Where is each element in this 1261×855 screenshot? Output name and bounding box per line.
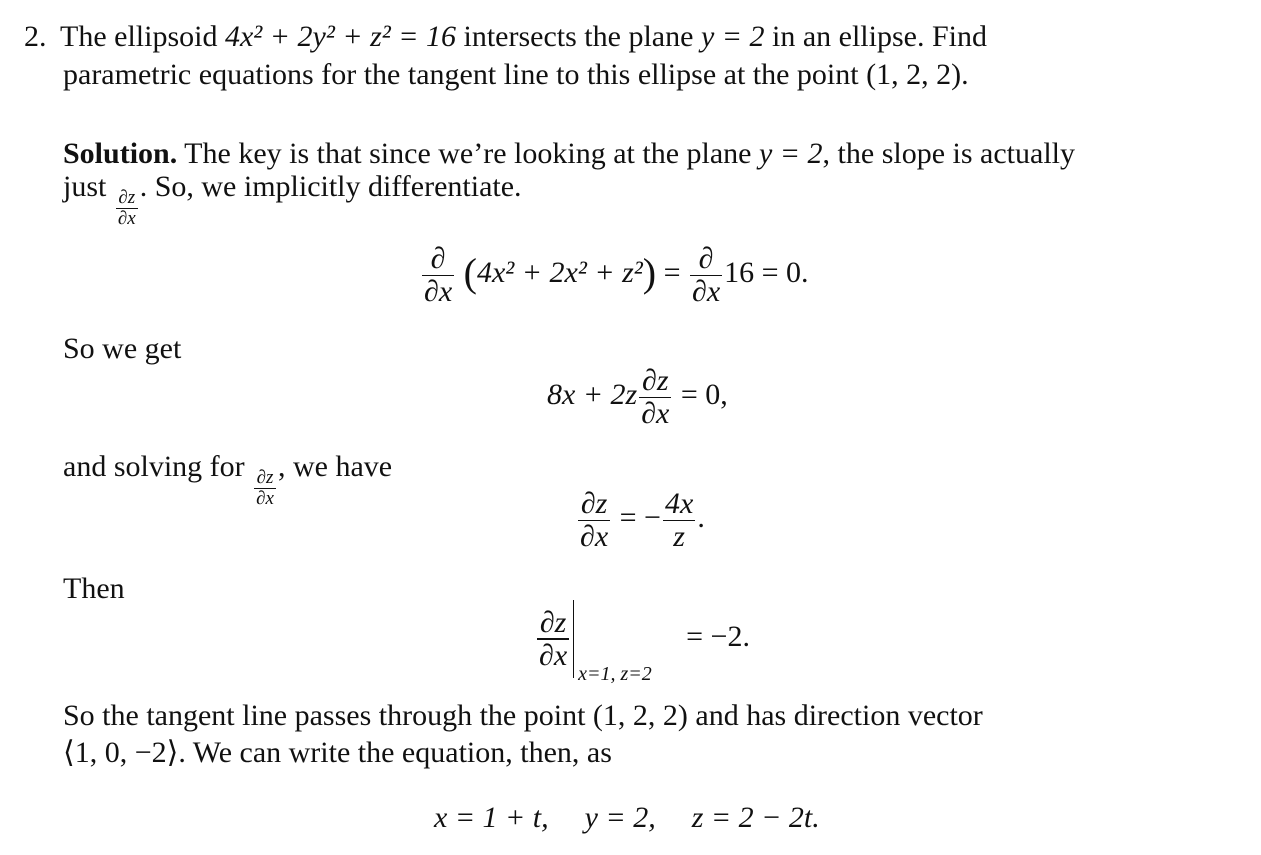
- solution-line-1: [63, 139, 1075, 169]
- frac-num: ∂z: [256, 466, 274, 488]
- frac-num: 4x: [664, 487, 694, 520]
- conclusion-text-c: . We can write the equation, then, as: [178, 736, 612, 769]
- right-paren: ): [642, 250, 657, 296]
- problem-line-1: [24, 22, 987, 52]
- conclusion-line-2: [63, 738, 612, 768]
- d-dx-operator: [422, 243, 454, 307]
- problem-line-2: [63, 60, 969, 90]
- partial-z-partial-x-fraction: [254, 468, 276, 509]
- eq4-result: = −2.: [686, 619, 750, 653]
- left-paren: (: [463, 250, 477, 296]
- frac-den: ∂x: [539, 638, 568, 672]
- plane-equation: y = 2: [758, 137, 823, 170]
- solution-label: Solution.: [63, 137, 178, 170]
- frac-num: ∂z: [580, 487, 608, 520]
- point: (1, 2, 2): [592, 699, 688, 732]
- period: .: [697, 501, 705, 535]
- solution-intro-a: The key is that since we’re looking at the plane: [177, 137, 759, 170]
- text-differentiate: . So, we implicitly differentiate.: [139, 170, 522, 203]
- y-equation: y = 2,: [584, 801, 656, 834]
- frac-den: ∂x: [692, 274, 721, 308]
- conclusion-text-a: So the tangent line passes through the point: [63, 699, 593, 732]
- text-just: just: [63, 170, 114, 203]
- solution-line-2: [63, 172, 522, 229]
- evaluation-point: x=1, z=2: [578, 663, 652, 685]
- period: .: [961, 58, 969, 91]
- point: (1, 2, 2): [866, 58, 962, 91]
- frac-den: ∂x: [424, 274, 453, 308]
- equals-minus: = −: [612, 501, 661, 535]
- problem-text-c: in an ellipse. Find: [764, 20, 987, 53]
- equals: =: [656, 256, 688, 290]
- text-so-we-get: So we get: [63, 332, 182, 365]
- conclusion-line-1: [63, 701, 983, 731]
- frac-num: ∂z: [539, 605, 567, 639]
- partial-z-partial-x-fraction: [578, 488, 610, 552]
- evaluation-bar: [573, 600, 652, 685]
- equation-4: [535, 600, 750, 685]
- z-equation: z = 2 − 2t.: [691, 801, 820, 834]
- equation-1: [420, 243, 809, 307]
- x-equation: x = 1 + t,: [434, 801, 549, 834]
- problem-number: 2.: [24, 20, 47, 53]
- partial-z-partial-x-fraction: [537, 607, 569, 671]
- solution-intro-b: , the slope is actually: [822, 137, 1075, 170]
- frac-den: z: [673, 519, 685, 553]
- rhs-value: 16 = 0.: [724, 256, 809, 290]
- frac-den: ∂x: [580, 519, 609, 553]
- final-parametric-equations: [434, 803, 820, 833]
- text-then: Then: [63, 572, 125, 605]
- d-dx-operator: [690, 243, 722, 307]
- frac-den: ∂x: [117, 207, 136, 229]
- differentiated-expression: 4x² + 2x² + z²: [476, 256, 643, 290]
- problem-text-d: parametric equations for the tangent line to this ellipse at the point: [63, 58, 867, 91]
- direction-vector: ⟨1, 0, −2⟩: [63, 736, 179, 769]
- problem-text-b: intersects the plane: [456, 20, 701, 53]
- equation-3: [576, 488, 705, 552]
- frac-num: ∂: [430, 242, 446, 275]
- text-solving: [63, 452, 392, 509]
- four-x-over-z-fraction: [663, 488, 695, 552]
- eq2-tail: = 0,: [673, 378, 728, 412]
- equation-2: [547, 365, 728, 429]
- partial-z-partial-x-fraction: [639, 365, 671, 429]
- plane-equation: y = 2: [700, 20, 765, 53]
- problem-text-a: The ellipsoid: [60, 20, 225, 53]
- ellipsoid-equation: 4x² + 2y² + z² = 16: [224, 20, 457, 53]
- frac-num: ∂z: [118, 186, 136, 208]
- text-solving-end: , we have: [277, 450, 393, 483]
- frac-num: ∂z: [642, 364, 669, 397]
- eq2-lead: 8x + 2z: [547, 378, 638, 412]
- text-solving-start: and solving for: [63, 450, 253, 483]
- partial-z-partial-x-fraction: [116, 188, 138, 229]
- frac-den: ∂x: [641, 396, 670, 430]
- frac-den: ∂x: [256, 487, 274, 509]
- frac-num: ∂: [698, 242, 714, 275]
- conclusion-text-b: and has direction vector: [687, 699, 983, 732]
